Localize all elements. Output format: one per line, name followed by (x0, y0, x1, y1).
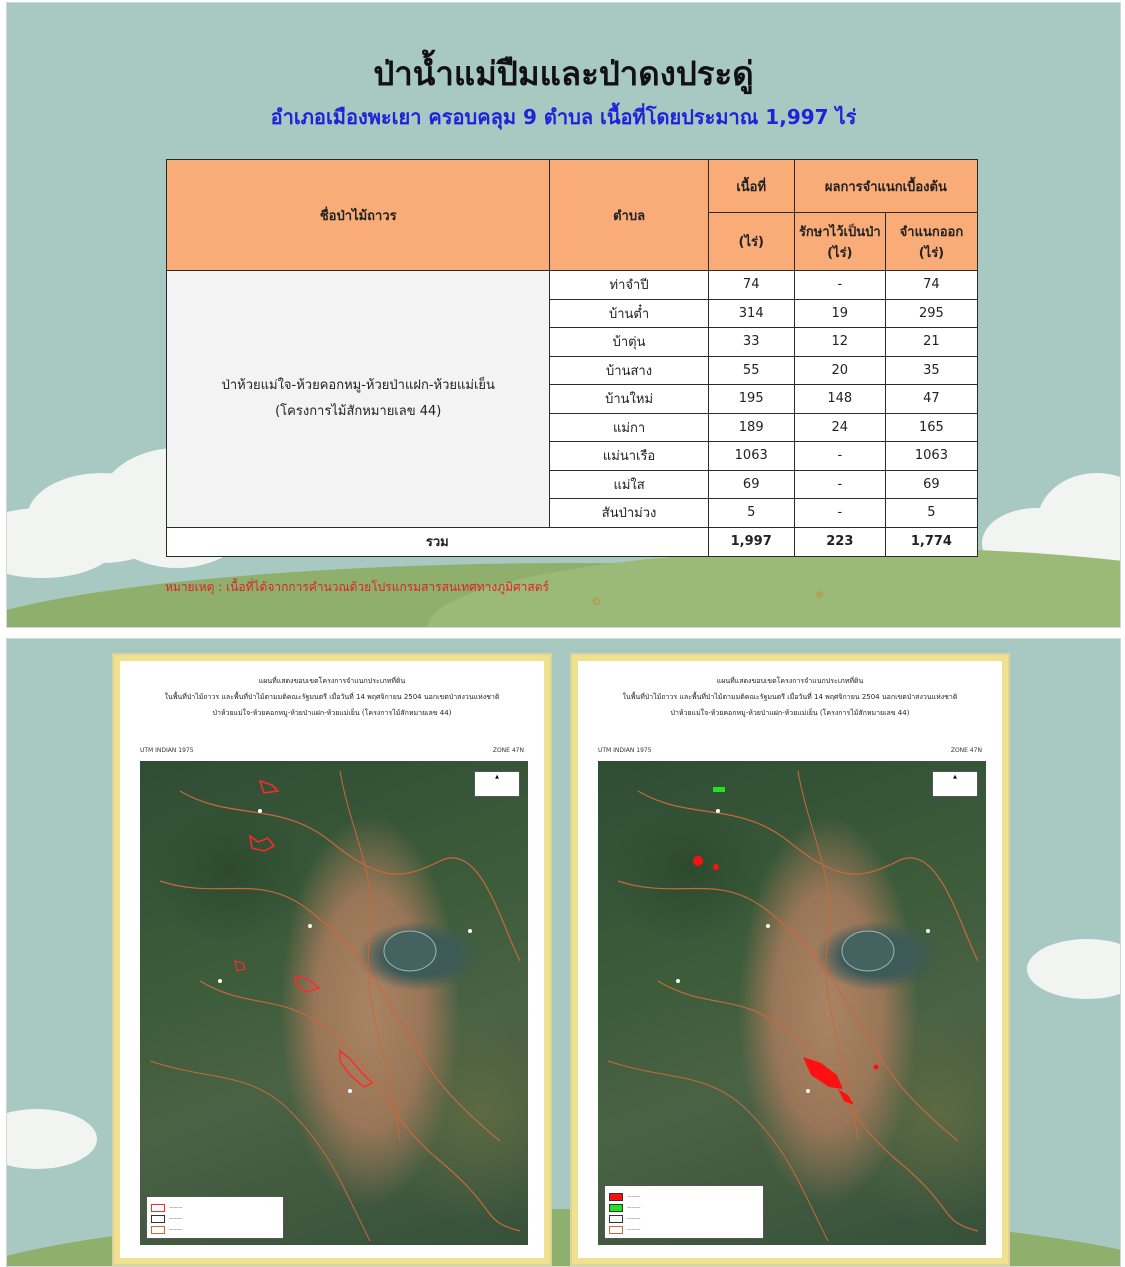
cell-subdistrict: แม่กา (550, 413, 708, 442)
satellite-map-image (140, 761, 528, 1245)
header-area-unit: (ไร่) (708, 213, 794, 271)
map-datum: UTM INDIAN 1975 (598, 747, 652, 754)
header-keep-unit: (ไร่) (827, 245, 853, 261)
cell-excluded: 47 (885, 385, 977, 414)
cell-area: 195 (708, 385, 794, 414)
legend-item (151, 1215, 279, 1223)
cell-area: 33 (708, 328, 794, 357)
legend-swatch (609, 1193, 623, 1201)
total-keep: 223 (794, 527, 885, 556)
legend-item (151, 1226, 279, 1234)
forest-name-line2: (โครงการไม้สักหมายเลข 44) (275, 403, 442, 419)
cell-subdistrict: แม่ใส (550, 470, 708, 499)
header-result-group: ผลการจำแนกเบื้องต้น (794, 160, 977, 213)
satellite-map-image (598, 761, 986, 1245)
cell-excluded: 35 (885, 356, 977, 385)
legend-swatch (609, 1226, 623, 1234)
map-legend (146, 1196, 284, 1239)
cell-keep: - (794, 499, 885, 528)
legend-text: ——— (627, 1205, 641, 1211)
slide-title: ป่าน้ำแม่ปืมและป่าดงประดู่ (373, 54, 754, 93)
total-area: 1,997 (708, 527, 794, 556)
map-zone: ZONE 47N (492, 747, 524, 754)
cell-keep: 20 (794, 356, 885, 385)
legend-text: ——— (627, 1227, 641, 1233)
header-excluded (885, 213, 977, 271)
leaf-icon: ❀ (815, 588, 825, 601)
header-subdistrict: ตำบล (550, 160, 708, 271)
header-keep-label: รักษาไว้เป็นป่า (798, 224, 881, 240)
cell-excluded: 21 (885, 328, 977, 357)
cell-area: 5 (708, 499, 794, 528)
legend-item (609, 1226, 759, 1234)
cell-keep: 24 (794, 413, 885, 442)
cell-subdistrict: บ้านต๋ำ (550, 299, 708, 328)
cell-keep: 19 (794, 299, 885, 328)
header-keep-forest (794, 213, 885, 271)
legend-item (609, 1215, 759, 1223)
legend-text: ——— (169, 1227, 183, 1233)
legend-text: ——— (627, 1216, 641, 1222)
legend-item (609, 1204, 759, 1212)
legend-item (151, 1204, 279, 1212)
cell-excluded: 5 (885, 499, 977, 528)
north-arrow-icon: ▲ (932, 771, 978, 797)
slide-maps (6, 638, 1121, 1267)
legend-swatch (609, 1204, 623, 1212)
header-excluded-unit: (ไร่) (918, 245, 945, 261)
map-classification-result (572, 655, 1008, 1264)
forest-name-line1: ป่าห้วยแม่ใจ-ห้วยคอกหมู-ห้วยป่าแฝก-ห้วยแม่เย็น (221, 377, 495, 393)
total-excluded: 1,774 (885, 527, 977, 556)
leaf-icon: ✿ (592, 595, 602, 608)
map-heading-line2: ในพื้นที่ป่าไม้ถาวร และพื้นที่ป่าไม้ตามมติคณะรัฐมนตรี เมื่อวันที่ 14 พฤศจิกายน 2504 นอกเขตป่าสงวนแห่งชาติ (622, 693, 958, 701)
header-area: เนื้อที่ (708, 160, 794, 213)
legend-text: ——— (627, 1194, 641, 1200)
footnote: หมายเหตุ : เนื้อที่ได้จากการคำนวณด้วยโปรแกรมสารสนเทศทางภูมิศาสตร์ (165, 580, 549, 594)
legend-swatch (151, 1204, 165, 1212)
cell-keep: 148 (794, 385, 885, 414)
map-heading-line3: ป่าห้วยแม่ใจ-ห้วยคอกหมู-ห้วยป่าแฝก-ห้วยแม่เย็น (โครงการไม้สักหมายเลข 44) (212, 709, 452, 717)
cell-keep: - (794, 271, 885, 300)
map-legend (604, 1185, 764, 1239)
map-overlay (140, 761, 528, 1245)
cell-excluded: 295 (885, 299, 977, 328)
cell-area: 69 (708, 470, 794, 499)
legend-swatch (151, 1226, 165, 1234)
forest-area-table (166, 159, 978, 557)
forest-name-cell (167, 271, 550, 528)
cloud-decoration (1027, 939, 1121, 999)
cell-keep: - (794, 442, 885, 471)
header-forest-name: ชื่อป่าไม้ถาวร (167, 160, 550, 271)
map-zone: ZONE 47N (950, 747, 982, 754)
cell-area: 55 (708, 356, 794, 385)
cell-area: 314 (708, 299, 794, 328)
map-datum: UTM INDIAN 1975 (140, 747, 194, 754)
cell-area: 189 (708, 413, 794, 442)
table-row (167, 271, 978, 300)
cell-keep: 12 (794, 328, 885, 357)
cell-subdistrict: แม่นาเรือ (550, 442, 708, 471)
cell-area: 74 (708, 271, 794, 300)
cell-subdistrict: บ้าตุ่น (550, 328, 708, 357)
map-heading-line2: ในพื้นที่ป่าไม้ถาวร และพื้นที่ป่าไม้ตามมติคณะรัฐมนตรี เมื่อวันที่ 14 พฤศจิกายน 2504 นอกเขตป่าสงวนแห่งชาติ (164, 693, 500, 701)
table-total-row (167, 527, 978, 556)
cell-subdistrict: บ้านใหม่ (550, 385, 708, 414)
cell-subdistrict: ท่าจำปี (550, 271, 708, 300)
map-heading-line1: แผนที่แสดงขอบเขตโครงการจำแนกประเภทที่ดิน (258, 677, 406, 685)
map-heading-line3: ป่าห้วยแม่ใจ-ห้วยคอกหมู-ห้วยป่าแฝก-ห้วยแม่เย็น (โครงการไม้สักหมายเลข 44) (670, 709, 910, 717)
legend-swatch (609, 1215, 623, 1223)
legend-swatch (151, 1215, 165, 1223)
map-overlay (598, 761, 986, 1245)
map-heading-line1: แผนที่แสดงขอบเขตโครงการจำแนกประเภทที่ดิน (716, 677, 864, 685)
slide-forest-summary (6, 2, 1121, 628)
legend-text: ——— (169, 1216, 183, 1222)
cell-excluded: 74 (885, 271, 977, 300)
cell-subdistrict: บ้านสาง (550, 356, 708, 385)
legend-item (609, 1193, 759, 1201)
slide-subtitle: อำเภอเมืองพะเยา ครอบคลุม 9 ตำบล เนื้อที่โดยประมาณ 1,997 ไร่ (270, 105, 857, 129)
header-excluded-label: จำแนกออก (899, 224, 964, 240)
north-arrow-icon: ▲ (474, 771, 520, 797)
legend-text: ——— (169, 1205, 183, 1211)
cell-excluded: 69 (885, 470, 977, 499)
cell-subdistrict: สันป่าม่วง (550, 499, 708, 528)
cloud-decoration (6, 1109, 97, 1169)
cell-excluded: 165 (885, 413, 977, 442)
cell-area: 1063 (708, 442, 794, 471)
cell-keep: - (794, 470, 885, 499)
map-project-boundary (114, 655, 550, 1264)
total-label: รวม (167, 527, 709, 556)
cell-excluded: 1063 (885, 442, 977, 471)
